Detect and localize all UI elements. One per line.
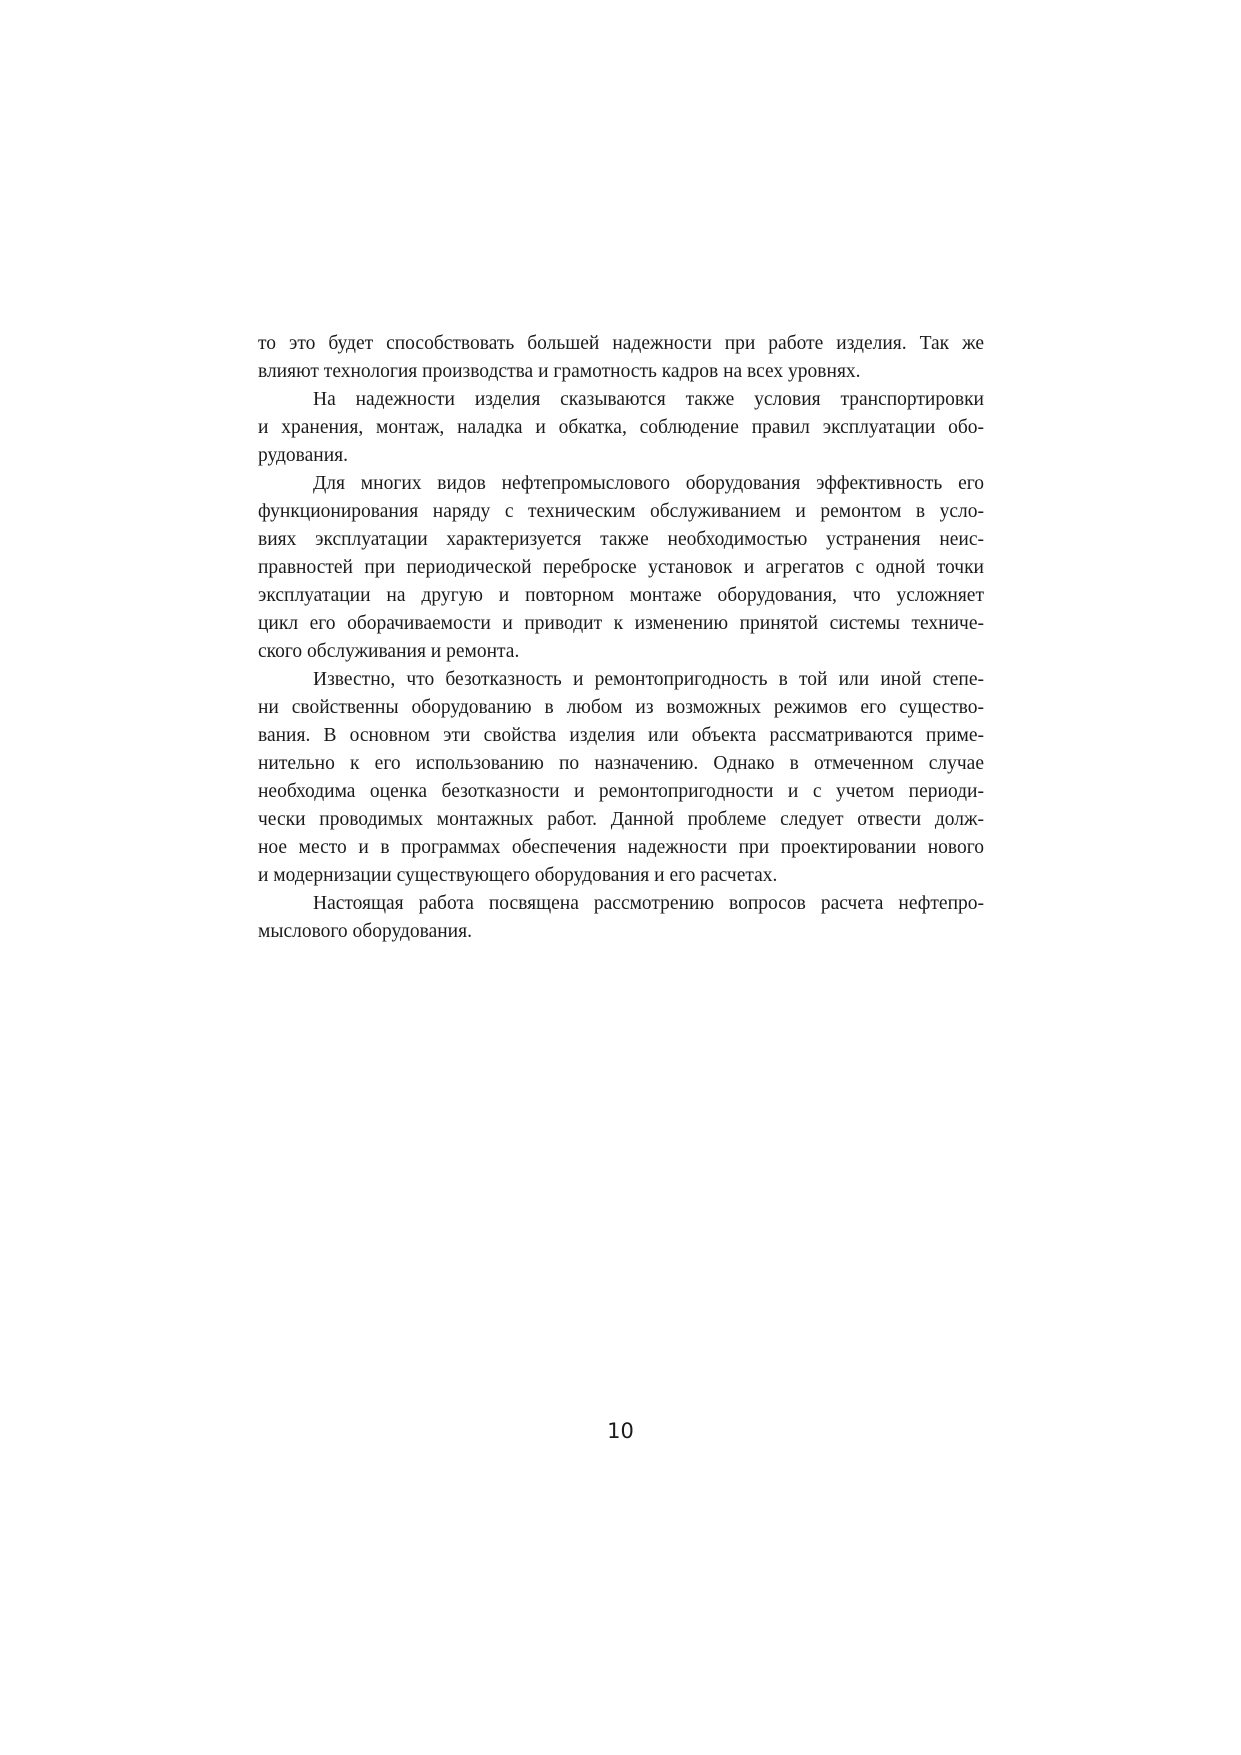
- body-text: [258, 330, 984, 946]
- text-line: и модернизации существующего оборудования и его расчетах.: [258, 865, 778, 886]
- text-line: рудования.: [258, 445, 349, 466]
- text-line: Для многих видов нефтепромыслового оборудования эффективность его: [313, 473, 984, 494]
- text-line: то это будет способствовать большей надежности при работе изделия. Так же: [258, 333, 984, 354]
- text-line: виях эксплуатации характеризуется также необходимостью устранения неис-: [258, 529, 984, 550]
- text-line: эксплуатации на другую и повторном монтаже оборудования, что усложняет: [258, 585, 984, 606]
- text-line: влияют технология производства и грамотность кадров на всех уровнях.: [258, 361, 861, 382]
- text-line: цикл его оборачиваемости и приводит к изменению принятой системы техниче-: [258, 613, 984, 634]
- text-line: Известно, что безотказность и ремонтопригодность в той или иной степе-: [313, 669, 984, 690]
- text-line: функционирования наряду с техническим обслуживанием и ремонтом в усло-: [258, 501, 984, 522]
- paragraph-4: [258, 666, 984, 890]
- text-line: нительно к его использованию по назначению. Однако в отмеченном случае: [258, 753, 984, 774]
- text-line: вания. В основном эти свойства изделия или объекта рассматриваются приме-: [258, 725, 984, 746]
- paragraph-5: [258, 890, 984, 946]
- text-line: На надежности изделия сказываются также условия транспортировки: [313, 389, 984, 410]
- text-line: и хранения, монтаж, наладка и обкатка, соблюдение правил эксплуатации обо-: [258, 417, 984, 438]
- text-line: ского обслуживания и ремонта.: [258, 641, 520, 662]
- text-line: правностей при периодической переброске установок и агрегатов с одной точки: [258, 557, 984, 578]
- text-line: мыслового оборудования.: [258, 921, 472, 942]
- paragraph-2: [258, 386, 984, 470]
- paragraph-3: [258, 470, 984, 666]
- text-line: ни свойственны оборудованию в любом из возможных режимов его существо-: [258, 697, 984, 718]
- page-number: 10: [607, 1419, 634, 1443]
- text-line: чески проводимых монтажных работ. Данной проблеме следует отвести долж-: [258, 809, 984, 830]
- text-line: необходима оценка безотказности и ремонтопригодности и с учетом периоди-: [258, 781, 984, 802]
- text-line: ное место и в программах обеспечения надежности при проектировании нового: [258, 837, 984, 858]
- paragraph-1: [258, 330, 984, 386]
- text-line: Настоящая работа посвящена рассмотрению вопросов расчета нефтепро-: [313, 893, 984, 914]
